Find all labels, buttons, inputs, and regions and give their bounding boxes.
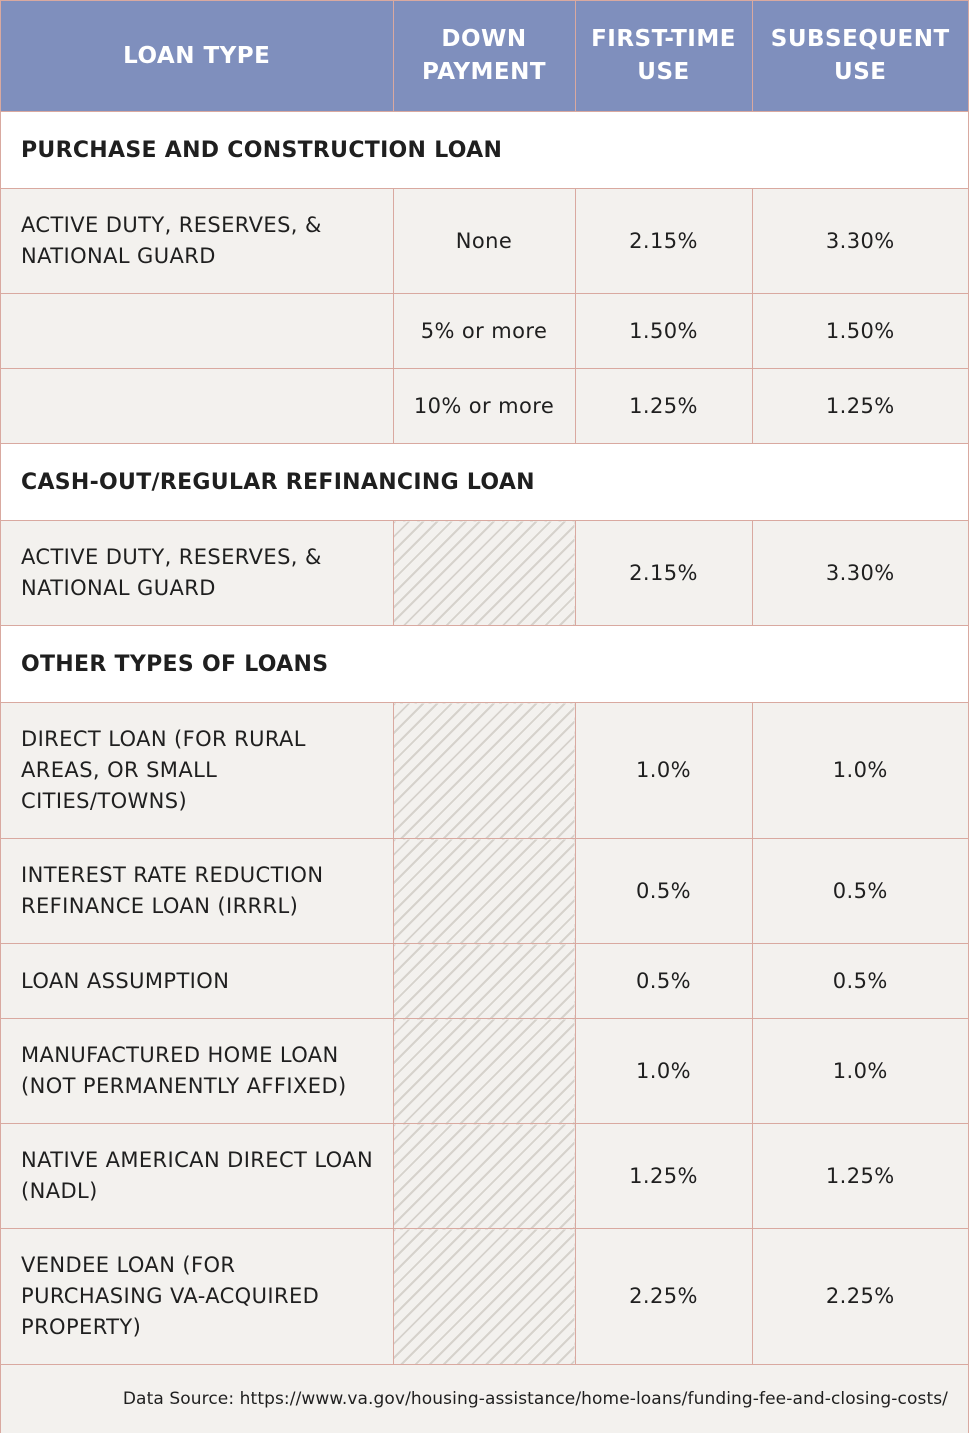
table-row xyxy=(1,944,968,1019)
cell-down-payment-not-applicable xyxy=(393,521,575,626)
section-row xyxy=(1,444,968,521)
source-row xyxy=(1,1365,968,1433)
cell-first-time-use: 1.25% xyxy=(575,1124,752,1229)
cell-first-time-use: 1.0% xyxy=(575,703,752,839)
cell-loan-type: DIRECT LOAN (FOR RURAL AREAS, OR SMALL CITIES/TOWNS) xyxy=(1,703,393,839)
cell-subsequent-use: 3.30% xyxy=(752,189,968,294)
cell-down-payment: 10% or more xyxy=(393,369,575,444)
table-row xyxy=(1,1019,968,1124)
header-down-payment: DOWN PAYMENT xyxy=(393,1,575,112)
table-row xyxy=(1,839,968,944)
cell-loan-type: NATIVE AMERICAN DIRECT LOAN (NADL) xyxy=(1,1124,393,1229)
cell-subsequent-use: 1.25% xyxy=(752,369,968,444)
section-title: OTHER TYPES OF LOANS xyxy=(1,626,968,703)
cell-subsequent-use: 1.0% xyxy=(752,703,968,839)
cell-loan-type: INTEREST RATE REDUCTION REFINANCE LOAN (IRRRL) xyxy=(1,839,393,944)
cell-subsequent-use: 2.25% xyxy=(752,1229,968,1365)
table-row xyxy=(1,369,968,444)
cell-down-payment-not-applicable xyxy=(393,1124,575,1229)
table-row xyxy=(1,1124,968,1229)
cell-down-payment: None xyxy=(393,189,575,294)
cell-subsequent-use: 1.50% xyxy=(752,294,968,369)
cell-subsequent-use: 3.30% xyxy=(752,521,968,626)
cell-subsequent-use: 1.0% xyxy=(752,1019,968,1124)
cell-down-payment-not-applicable xyxy=(393,1019,575,1124)
cell-loan-type: LOAN ASSUMPTION xyxy=(1,944,393,1019)
header-subsequent-use: SUBSEQUENT USE xyxy=(752,1,968,112)
section-title: CASH-OUT/REGULAR REFINANCING LOAN xyxy=(1,444,968,521)
cell-first-time-use: 1.50% xyxy=(575,294,752,369)
section-title: PURCHASE AND CONSTRUCTION LOAN xyxy=(1,112,968,189)
cell-down-payment-not-applicable xyxy=(393,1229,575,1365)
cell-first-time-use: 0.5% xyxy=(575,839,752,944)
section-row xyxy=(1,626,968,703)
table-row xyxy=(1,189,968,294)
section-row xyxy=(1,112,968,189)
header-first-time-use: FIRST-TIME USE xyxy=(575,1,752,112)
cell-down-payment-not-applicable xyxy=(393,839,575,944)
cell-subsequent-use: 1.25% xyxy=(752,1124,968,1229)
table-row xyxy=(1,1229,968,1365)
cell-loan-type xyxy=(1,369,393,444)
cell-down-payment-not-applicable xyxy=(393,703,575,839)
cell-subsequent-use: 0.5% xyxy=(752,944,968,1019)
cell-first-time-use: 1.25% xyxy=(575,369,752,444)
table-row xyxy=(1,703,968,839)
cell-down-payment: 5% or more xyxy=(393,294,575,369)
header-loan-type: LOAN TYPE xyxy=(1,1,393,112)
funding-fee-table xyxy=(1,1,968,1433)
cell-first-time-use: 2.15% xyxy=(575,189,752,294)
table-row xyxy=(1,294,968,369)
cell-first-time-use: 0.5% xyxy=(575,944,752,1019)
table-row xyxy=(1,521,968,626)
cell-loan-type: VENDEE LOAN (FOR PURCHASING VA-ACQUIRED PROPERTY) xyxy=(1,1229,393,1365)
cell-subsequent-use: 0.5% xyxy=(752,839,968,944)
cell-down-payment-not-applicable xyxy=(393,944,575,1019)
table-header-row xyxy=(1,1,968,112)
cell-first-time-use: 1.0% xyxy=(575,1019,752,1124)
data-source-note: Data Source: https://www.va.gov/housing-assistance/home-loans/funding-fee-and-closing-costs/ xyxy=(1,1365,968,1433)
cell-first-time-use: 2.25% xyxy=(575,1229,752,1365)
cell-loan-type xyxy=(1,294,393,369)
cell-loan-type: MANUFACTURED HOME LOAN (NOT PERMANENTLY AFFIXED) xyxy=(1,1019,393,1124)
cell-loan-type: ACTIVE DUTY, RESERVES, & NATIONAL GUARD xyxy=(1,521,393,626)
cell-loan-type: ACTIVE DUTY, RESERVES, & NATIONAL GUARD xyxy=(1,189,393,294)
cell-first-time-use: 2.15% xyxy=(575,521,752,626)
